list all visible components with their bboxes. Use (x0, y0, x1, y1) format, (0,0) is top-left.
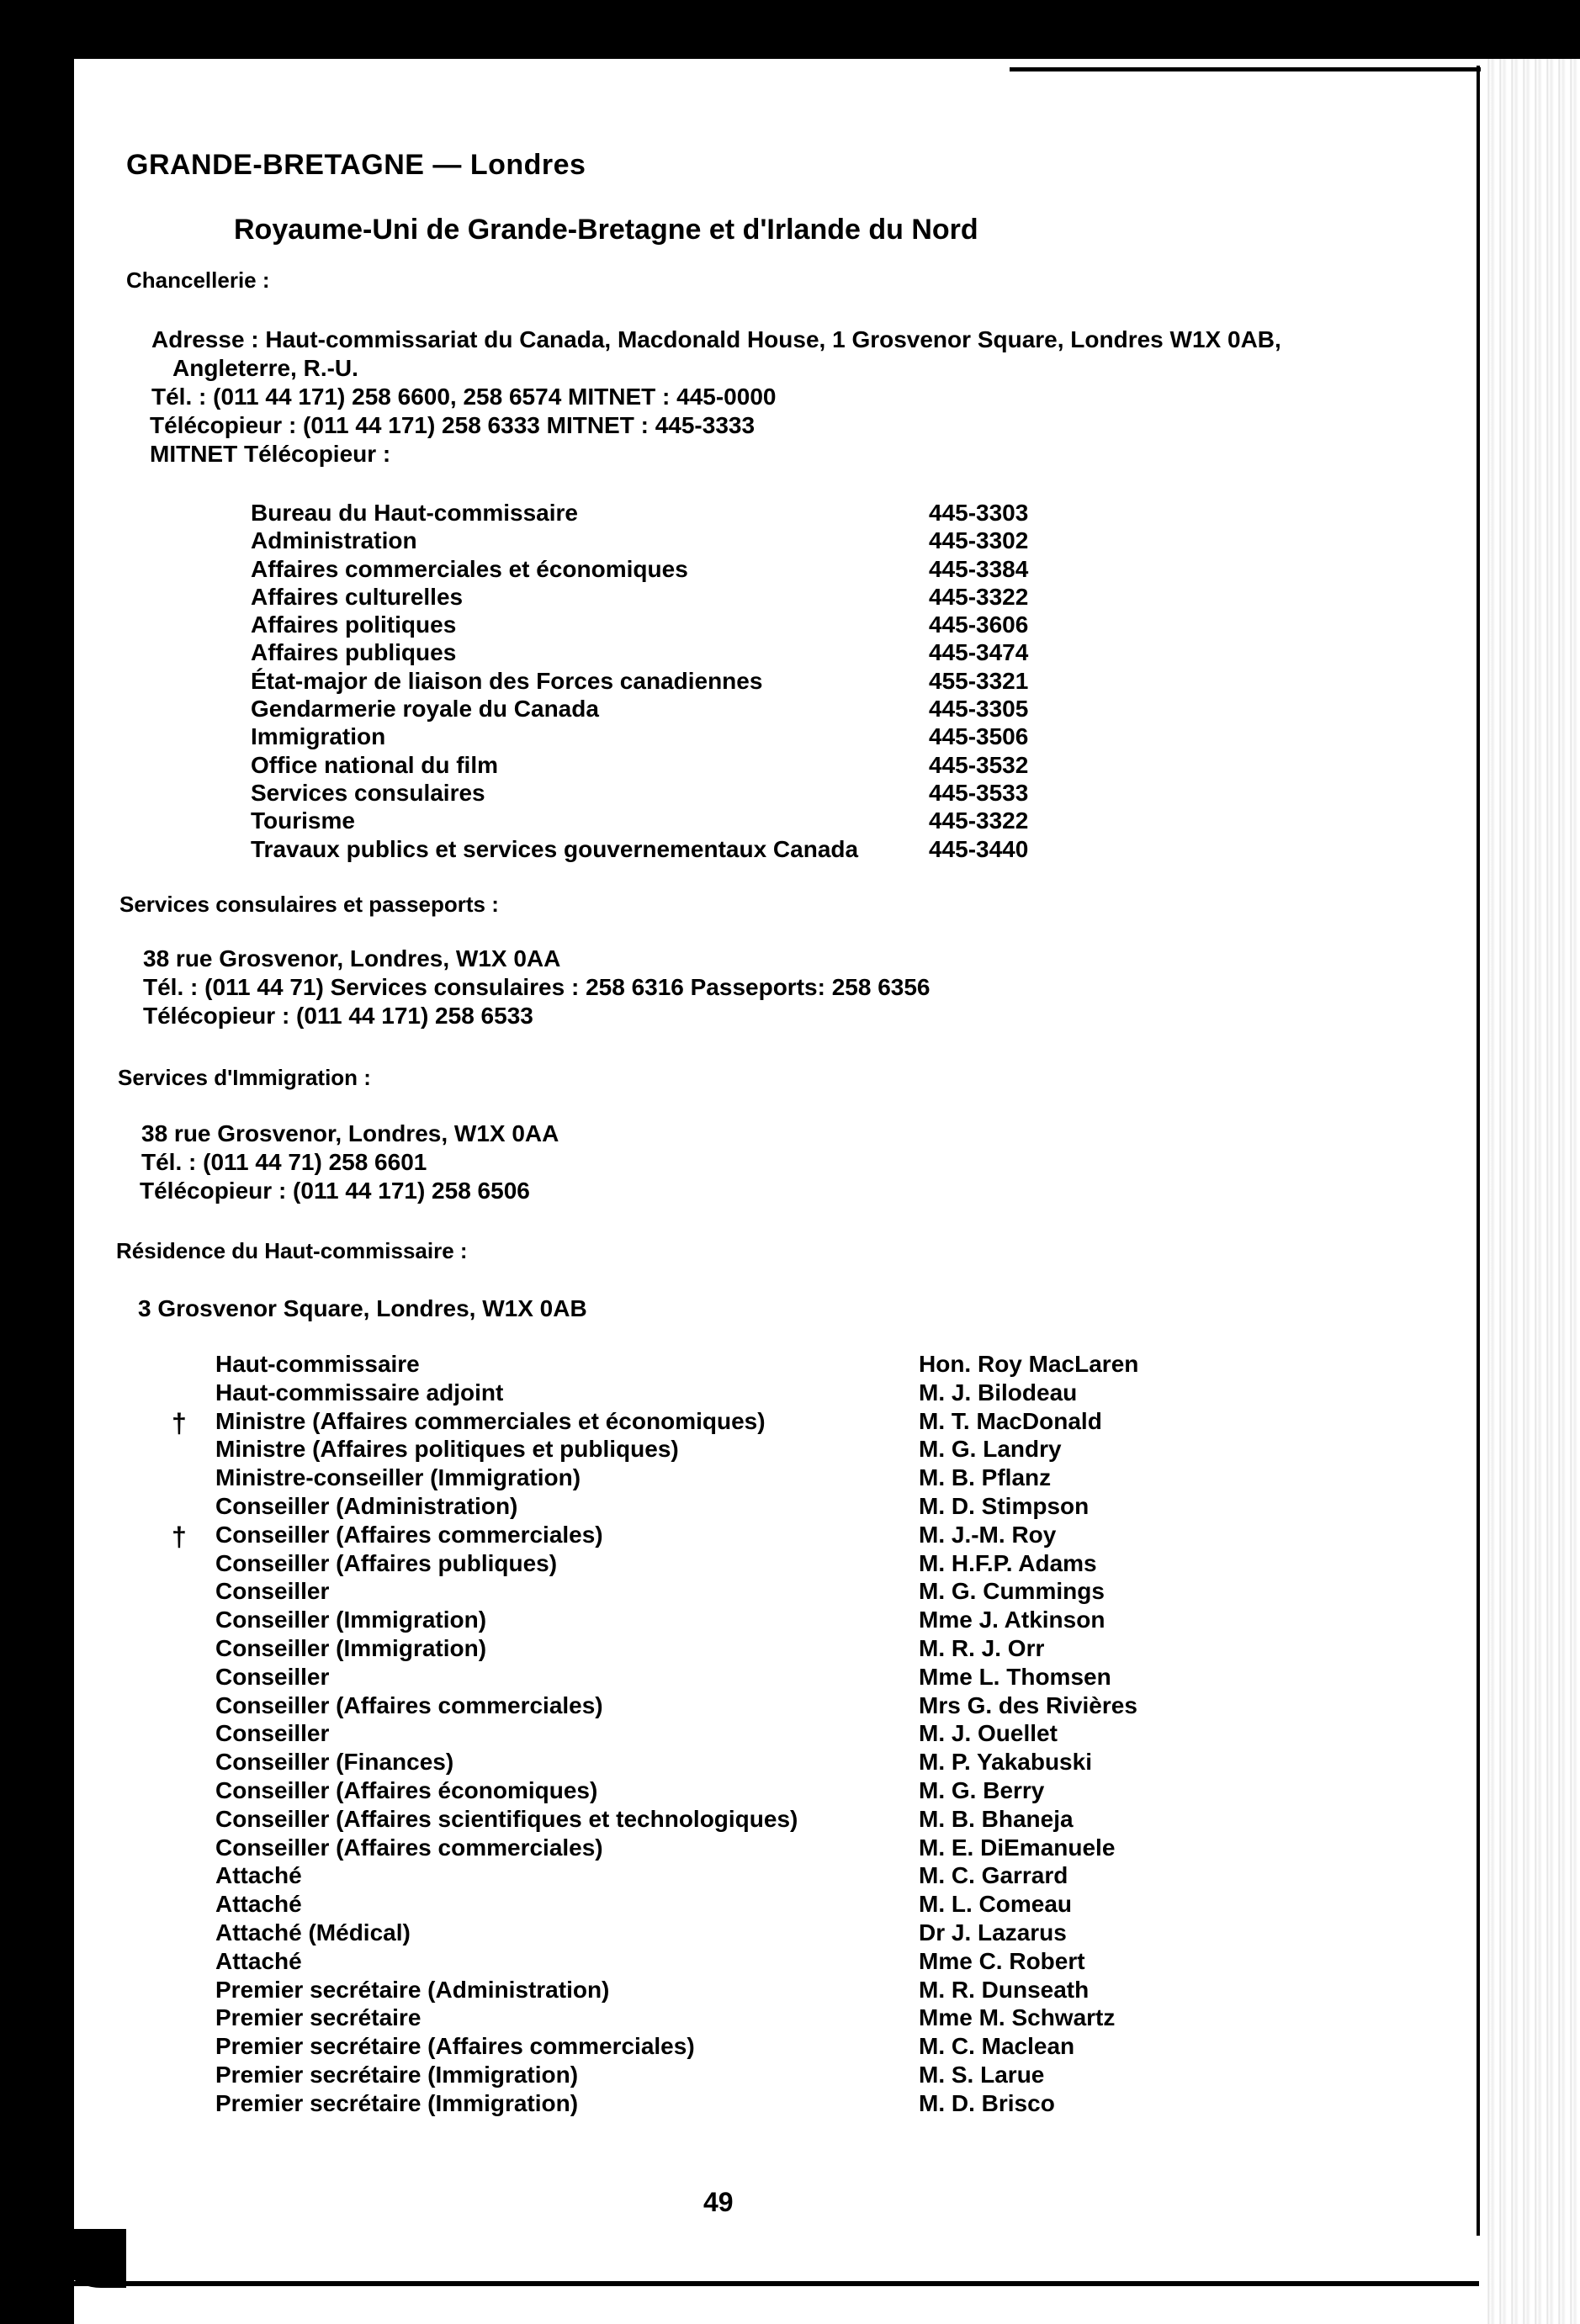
department-fax-number: 445-3322 (929, 583, 1029, 610)
staff-title: Haut-commissaire adjoint (215, 1379, 504, 1406)
immigration-tel: Tél. : (011 44 71) 258 6601 (141, 1149, 427, 1175)
immigration-fax: Télécopieur : (011 44 171) 258 6506 (140, 1178, 530, 1204)
dagger-mark: † (172, 1407, 187, 1438)
department-row (251, 500, 1092, 527)
department-row (251, 696, 1092, 723)
department-row (251, 723, 1092, 751)
chancellerie-tel: Tél. : (011 44 171) 258 6600, 258 6574 MITNET : 445-0000 (151, 384, 777, 410)
department-label: Office national du film (251, 751, 499, 778)
staff-title: Conseiller (Administration) (215, 1492, 518, 1519)
staff-row (215, 1436, 1225, 1464)
staff-name: M. H.F.P. Adams (919, 1549, 1097, 1576)
staff-name: Hon. Roy MacLaren (919, 1351, 1139, 1377)
department-row (251, 780, 1092, 807)
staff-title: Premier secrétaire (Immigration) (215, 2061, 579, 2088)
staff-title: Premier secrétaire (Immigration) (215, 2089, 579, 2116)
staff-name: Mme C. Robert (919, 1947, 1085, 1974)
staff-row (215, 1777, 1225, 1806)
department-fax-number: 445-3440 (929, 835, 1029, 862)
staff-title: Conseiller (Affaires commerciales) (215, 1691, 603, 1718)
staff-title: Conseiller (Affaires économiques) (215, 1776, 598, 1803)
staff-name: M. J. Ouellet (919, 1720, 1058, 1747)
staff-row (215, 1664, 1225, 1692)
department-row (251, 527, 1092, 555)
consulaires-address: 38 rue Grosvenor, Londres, W1X 0AA (143, 945, 561, 971)
staff-title: Conseiller (215, 1578, 330, 1605)
department-row (251, 752, 1092, 780)
department-fax-number: 445-3384 (929, 555, 1029, 582)
staff-list (172, 1351, 1225, 2119)
staff-row (215, 1948, 1225, 1977)
staff-row (215, 2062, 1225, 2090)
department-fax-number: 455-3321 (929, 667, 1029, 694)
staff-name: M. R. J. Orr (919, 1634, 1045, 1661)
department-fax-number: 445-3305 (929, 696, 1029, 723)
staff-title: Conseiller (Affaires commerciales) (215, 1521, 603, 1548)
residence-address: 3 Grosvenor Square, Londres, W1X 0AB (138, 1295, 587, 1321)
staff-title: Conseiller (Affaires publiques) (215, 1549, 558, 1576)
staff-name: M. P. Yakabuski (919, 1749, 1092, 1776)
page-number: 49 (703, 2187, 734, 2217)
department-row (251, 807, 1092, 835)
department-fax-list (251, 500, 1092, 864)
staff-title: Attaché (215, 1947, 302, 1974)
chancellerie-address-line-1: Adresse : Haut-commissariat du Canada, Macdonald House, 1 Grosvenor Square, Londres W1X 0AB, (151, 326, 1281, 352)
consulaires-fax: Télécopieur : (011 44 171) 258 6533 (143, 1003, 533, 1029)
staff-name: Mrs G. des Rivières (919, 1691, 1137, 1718)
page-title: GRANDE-BRETAGNE — Londres (126, 149, 586, 181)
staff-row (172, 1407, 1225, 1438)
department-fax-number: 445-3506 (929, 723, 1029, 750)
staff-title: Attaché (Médical) (215, 1919, 411, 1945)
staff-title: Ministre (Affaires politiques et publiques) (215, 1436, 679, 1463)
staff-name: M. C. Garrard (919, 1862, 1068, 1889)
staff-title: Conseiller (Affaires commerciales) (215, 1834, 603, 1861)
section-heading-residence: Résidence du Haut-commissaire : (116, 1238, 468, 1263)
staff-name: M. R. Dunseath (919, 1976, 1090, 2003)
chancellerie-fax: Télécopieur : (011 44 171) 258 6333 MITNET : 445-3333 (150, 412, 756, 438)
staff-row (215, 2033, 1225, 2062)
department-fax-number: 445-3303 (929, 500, 1029, 526)
staff-row (215, 1977, 1225, 2005)
staff-name: M. G. Berry (919, 1776, 1045, 1803)
department-fax-number: 445-3474 (929, 639, 1029, 666)
staff-name: M. B. Bhaneja (919, 1805, 1074, 1832)
staff-row (215, 1635, 1225, 1664)
department-fax-number: 445-3533 (929, 779, 1029, 806)
staff-name: M. D. Brisco (919, 2089, 1055, 2116)
consulaires-tel: Tél. : (011 44 71) Services consulaires : 258 6316 Passeports: 258 6356 (143, 974, 931, 1000)
department-label: Tourisme (251, 807, 355, 834)
department-label: Travaux publics et services gouvernementaux Canada (251, 835, 859, 862)
department-row (251, 836, 1092, 864)
staff-title: Premier secrétaire (Administration) (215, 1976, 610, 2003)
department-row (251, 611, 1092, 639)
staff-name: Dr J. Lazarus (919, 1919, 1067, 1945)
staff-title: Premier secrétaire (215, 2004, 422, 2031)
scan-border-left (0, 0, 74, 2324)
staff-name: M. L. Comeau (919, 1891, 1073, 1918)
page-subtitle: Royaume-Uni de Grande-Bretagne et d'Irlande du Nord (234, 214, 978, 246)
department-row (251, 668, 1092, 696)
staff-name: Mme L. Thomsen (919, 1663, 1111, 1690)
staff-row (215, 1692, 1225, 1721)
staff-title: Conseiller (Immigration) (215, 1634, 487, 1661)
department-label: Immigration (251, 723, 386, 750)
department-label: Services consulaires (251, 779, 485, 806)
staff-row (215, 1834, 1225, 1863)
staff-name: Mme J. Atkinson (919, 1607, 1105, 1633)
immigration-address: 38 rue Grosvenor, Londres, W1X 0AA (141, 1120, 559, 1146)
staff-title: Conseiller (Affaires scientifiques et technologiques) (215, 1805, 798, 1832)
staff-row (215, 1607, 1225, 1635)
department-row (251, 639, 1092, 667)
staff-title: Attaché (215, 1891, 302, 1918)
section-heading-immigration: Services d'Immigration : (118, 1065, 371, 1090)
staff-row (215, 1891, 1225, 1919)
department-row (251, 556, 1092, 584)
staff-row (215, 2004, 1225, 2033)
staff-row (172, 1521, 1225, 1552)
dagger-mark: † (172, 1521, 187, 1552)
bottom-rule (74, 2281, 1479, 2286)
staff-row (215, 1806, 1225, 1834)
staff-name: M. J. Bilodeau (919, 1379, 1078, 1406)
scan-border-top (0, 0, 1580, 59)
department-label: Affaires commerciales et économiques (251, 555, 688, 582)
page-edge-line (1477, 66, 1480, 2236)
staff-row (215, 1351, 1225, 1379)
staff-row (215, 1720, 1225, 1749)
chancellerie-address-line-2: Angleterre, R.-U. (172, 355, 358, 381)
staff-row (215, 1919, 1225, 1948)
staff-title: Attaché (215, 1862, 302, 1889)
staff-row (215, 1493, 1225, 1522)
department-label: Affaires culturelles (251, 583, 464, 610)
department-label: État-major de liaison des Forces canadiennes (251, 667, 763, 694)
staff-name: M. D. Stimpson (919, 1492, 1090, 1519)
staff-name: M. J.-M. Roy (919, 1521, 1057, 1548)
department-label: Affaires politiques (251, 611, 457, 638)
staff-title: Premier secrétaire (Affaires commerciales) (215, 2033, 695, 2060)
staff-name: Mme M. Schwartz (919, 2004, 1116, 2031)
section-heading-consulaires: Services consulaires et passeports : (119, 892, 499, 917)
staff-name: M. G. Landry (919, 1436, 1062, 1463)
staff-name: M. C. Maclean (919, 2033, 1075, 2060)
staff-title: Conseiller (Immigration) (215, 1607, 487, 1633)
staff-name: M. G. Cummings (919, 1578, 1105, 1605)
staff-name: M. B. Pflanz (919, 1464, 1052, 1491)
department-fax-number: 445-3532 (929, 751, 1029, 778)
staff-name: M. E. DiEmanuele (919, 1834, 1116, 1861)
staff-row (215, 2090, 1225, 2119)
staff-title: Conseiller (215, 1663, 330, 1690)
department-label: Administration (251, 527, 417, 554)
department-row (251, 584, 1092, 611)
staff-title: Conseiller (215, 1720, 330, 1747)
page-edge-shadow (1483, 59, 1580, 2324)
staff-title: Conseiller (Finances) (215, 1749, 454, 1776)
chancellerie-mitnet-fax: MITNET Télécopieur : (150, 441, 391, 467)
staff-row (215, 1464, 1225, 1493)
staff-title: Haut-commissaire (215, 1351, 420, 1377)
department-label: Affaires publiques (251, 639, 457, 666)
section-heading-chancellerie: Chancellerie : (126, 267, 270, 293)
department-fax-number: 445-3322 (929, 807, 1029, 834)
staff-row (215, 1749, 1225, 1777)
department-fax-number: 445-3606 (929, 611, 1029, 638)
staff-name: M. T. MacDonald (919, 1407, 1102, 1434)
department-label: Bureau du Haut-commissaire (251, 500, 578, 526)
staff-title: Ministre (Affaires commerciales et économiques) (215, 1407, 766, 1434)
staff-row (215, 1550, 1225, 1579)
staff-name: M. S. Larue (919, 2061, 1045, 2088)
department-fax-number: 445-3302 (929, 527, 1029, 554)
staff-row (215, 1578, 1225, 1607)
staff-row (215, 1379, 1225, 1408)
staff-title: Ministre-conseiller (Immigration) (215, 1464, 581, 1491)
top-rule (1010, 67, 1481, 71)
department-label: Gendarmerie royale du Canada (251, 696, 599, 723)
staff-row (215, 1862, 1225, 1891)
